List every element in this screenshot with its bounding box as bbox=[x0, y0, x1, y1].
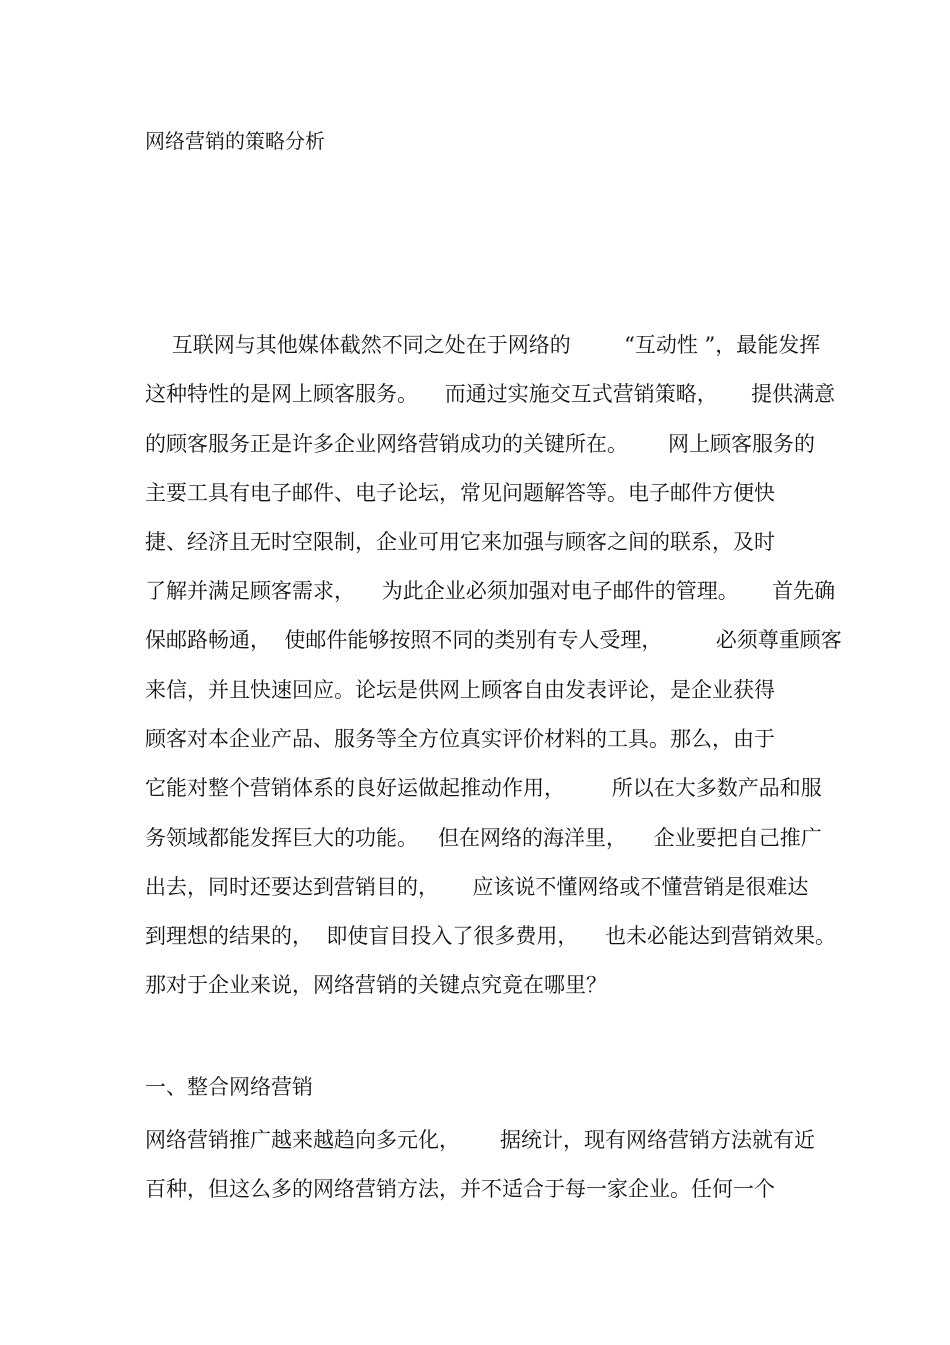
paragraph-line: 顾客对本企业产品、服务等全方位真实评价材料的工具。那么，由于 bbox=[145, 727, 775, 751]
paragraph-line: 主要工具有电子邮件、电子论坛，常见问题解答等。电子邮件方便快 bbox=[145, 481, 775, 505]
paragraph-line: 到理想的结果的， 即使盲目投入了很多费用， 也未必能达到营销效果。 bbox=[145, 924, 837, 948]
paragraph-line: 百种，但这么多的网络营销方法，并不适合于每一家企业。任何一个 bbox=[145, 1177, 775, 1201]
paragraph-line: 来信，并且快速回应。论坛是供网上顾客自由发表评论，是企业获得 bbox=[145, 678, 775, 702]
paragraph-line: 了解并满足顾客需求， 为此企业必须加强对电子邮件的管理。 首先确 bbox=[145, 579, 836, 603]
paragraph-line: 务领域都能发挥巨大的功能。 但在网络的海洋里， 企业要把自己推广 bbox=[145, 826, 822, 850]
document-title: 网络营销的策略分析 bbox=[145, 129, 325, 153]
paragraph-line: 它能对整个营销体系的良好运做起推动作用， 所以在大多数产品和服 bbox=[145, 776, 822, 800]
paragraph-line: 这种特性的是网上顾客服务。 而通过实施交互式营销策略， 提供满意 bbox=[145, 382, 836, 406]
paragraph-line: 捷、经济且无时空限制，企业可用它来加强与顾客之间的联系，及时 bbox=[145, 530, 775, 554]
paragraph-line: 互联网与其他媒体截然不同之处在于网络的 “互动性 ”，最能发挥 bbox=[145, 333, 821, 357]
paragraph-line: 网络营销推广越来越趋向多元化， 据统计，现有网络营销方法就有近 bbox=[145, 1128, 816, 1152]
paragraph-line: 出去，同时还要达到营销目的， 应该说不懂网络或不懂营销是很难达 bbox=[145, 875, 809, 899]
paragraph-line: 的顾客服务正是许多企业网络营销成功的关键所在。 网上顾客服务的 bbox=[145, 432, 816, 456]
section-heading: 一、整合网络营销 bbox=[145, 1075, 313, 1099]
paragraph-line: 那对于企业来说，网络营销的关键点究竟在哪里？ bbox=[145, 973, 607, 997]
paragraph-line: 保邮路畅通， 使邮件能够按照不同的类别有专人受理， 必须尊重顾客 bbox=[145, 628, 842, 652]
